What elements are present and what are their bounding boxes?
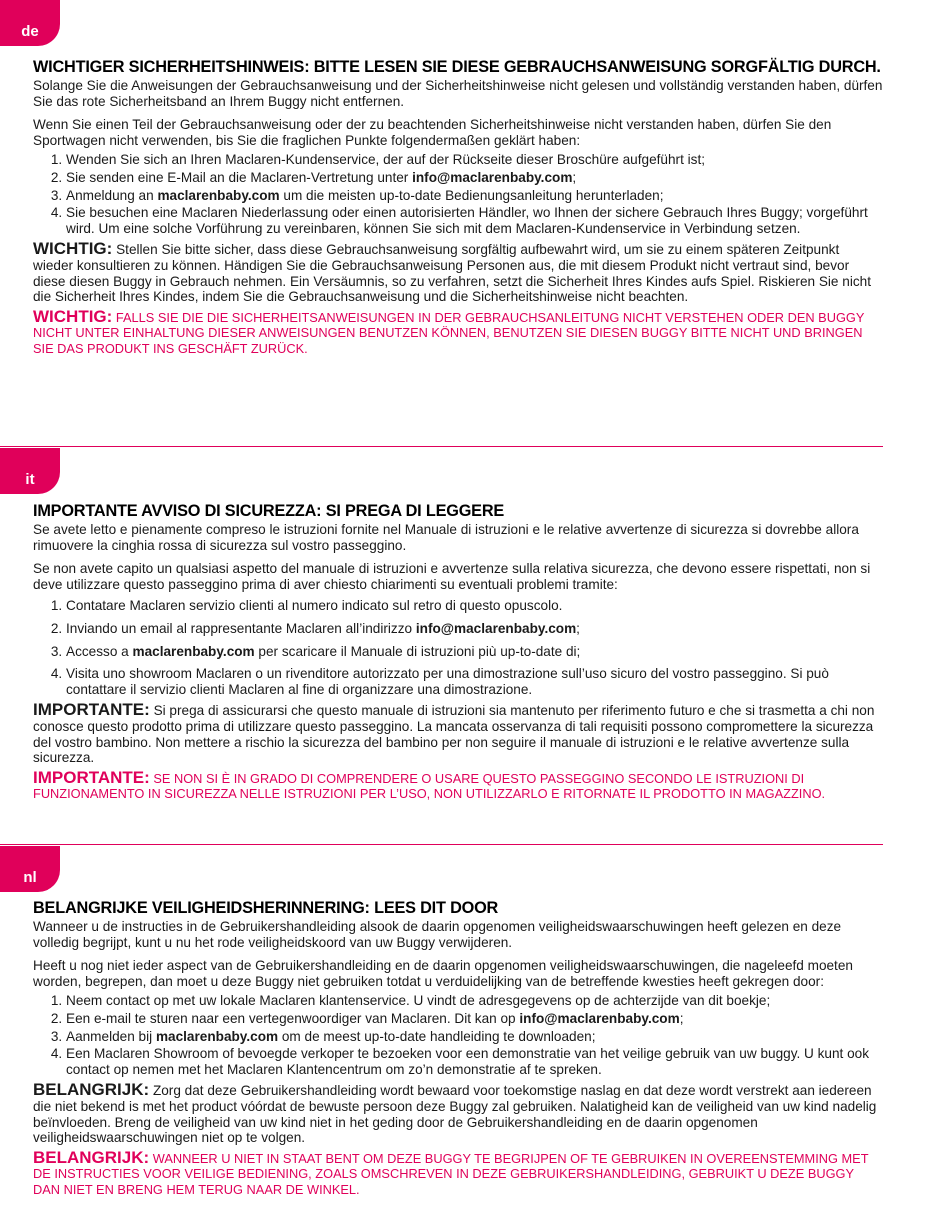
list-item-text: um die meisten up-to-date Bedienungsanleitung herunterladen; <box>279 187 664 203</box>
email-link[interactable]: info@maclarenbaby.com <box>412 169 573 185</box>
intro-paragraph: Solange Sie die Anweisungen der Gebrauchsanweisung und der Sicherheitshinweise nicht gelesen und vollständig verstanden haben, dürfen Sie das rote Sicherheitsband an Ihrem Buggy nicht entfernen. <box>33 78 883 109</box>
warning-text: SE NON SI È IN GRADO DI COMPRENDERE O USARE QUESTO PASSEGGINO SECONDO LE ISTRUZIONI DI FUNZIONAMENTO IN SICUREZZA NELLE ISTRUZIONI PER L’USO, NON UTILIZZARLO E RITORNATE IL PRODOTTO IN MAGAZZINO. <box>33 770 826 802</box>
warning-paragraph <box>33 1147 883 1198</box>
list-item <box>66 152 883 168</box>
important-paragraph <box>33 702 883 765</box>
contact-options-list <box>33 598 883 697</box>
intro-paragraph: Wanneer u de instructies in de Gebruikershandleiding alsook de daarin opgenomen veiligheidswaarschuwingen heeft gelezen en deze volledig begrijpt, kunt u nu het rode veiligheidskoord van uw Buggy verwijderen. <box>33 919 842 950</box>
list-item-text: Contatare Maclaren servizio clienti al numero indicato sul retro di questo opuscolo. <box>66 598 563 614</box>
list-item <box>66 1029 883 1045</box>
website-link[interactable]: maclarenbaby.com <box>132 643 255 659</box>
warning-paragraph <box>33 306 883 357</box>
email-link[interactable]: info@maclarenbaby.com <box>519 1010 680 1026</box>
important-paragraph <box>33 1082 883 1145</box>
list-item <box>66 1011 883 1027</box>
list-item <box>66 1046 883 1077</box>
list-item-text: Sie besuchen eine Maclaren Niederlassung oder einen autorisierten Händler, wo Ihnen der sichere Gebrauch Ihres Buggy; vorgeführt wird. Um eine solche Vorführung zu vereinbaren, können Sie sich mit dem Maclaren-Kundenservice in Verbindung setzen. <box>66 205 868 236</box>
important-label: WICHTIG: <box>33 239 113 259</box>
list-item-text: Neem contact op met uw lokale Maclaren klantenservice. U vindt de adresgegevens op de achterzijde van dit boekje; <box>66 993 771 1009</box>
language-code: it <box>25 470 35 488</box>
language-code: de <box>21 22 39 40</box>
section-heading: IMPORTANTE AVVISO DI SICUREZZA: SI PREGA DI LEGGERE <box>33 502 505 520</box>
intro-paragraph: Se avete letto e pienamente compreso le istruzioni fornite nel Manuale di istruzioni e le relative avvertenze di sicurezza si dovrebbe allora rimuovere la cinghia rossa di sicurezza sul vostro passeggino. <box>33 522 859 553</box>
email-link[interactable]: info@maclarenbaby.com <box>415 620 577 636</box>
list-item-text: Aanmelden bij <box>66 1028 156 1044</box>
list-item <box>66 621 883 637</box>
important-text: Zorg dat deze Gebruikershandleiding wordt bewaard voor toekomstige naslag en dat deze wordt verstrekt aan iedereen die niet bekend is met het product vóórdat de bewuste persoon deze Buggy zal gebruiken. Nalatigheid kan de veiligheid van uw kind nadelig beïnvloeden. Breng de veiligheid van uw kind niet in het geding door de Gebruikershandleiding en de daarin opgenomen veiligheidswaarschuwingen niet op te volgen. <box>33 1083 877 1146</box>
contact-options-list <box>33 993 883 1077</box>
contact-options-list <box>33 152 883 236</box>
warning-text: WANNEER U NIET IN STAAT BENT OM DEZE BUGGY TE BEGRIJPEN OF TE GEBRUIKEN IN OVEREENSTEMMING MET DE INSTRUCTIES VOOR VEILIGE BEDIENING, ZOALS OMSCHREVEN IN DEZE GEBRUIKERSHANDLEIDING, GEBRUIKT U DEZE BUGGY DAN NIET EN BRENG HEM TERUG NAAR DE WINKEL. <box>33 1150 869 1197</box>
list-item-text: Inviando un email al rappresentante Maclaren all’indirizzo <box>66 620 416 636</box>
warning-text: FALLS SIE DIE DIE SICHERHEITSANWEISUNGEN IN DER GEBRAUCHSANLEITUNG NICHT VERSTEHEN ODER DEN BUGGY NICHT UNTER EINHALTUNG DIESER ANWEISUNGEN BENUTZEN KÖNNEN, BENUTZEN SIE DIESEN BUGGY BITTE NICHT UND BRINGEN SIE DAS PRODUKT INS GESCHÄFT ZURÜCK. <box>33 309 865 356</box>
list-item <box>66 170 883 186</box>
section-divider <box>0 844 883 845</box>
list-item-text: ; <box>572 169 577 185</box>
instructions-paragraph: Wenn Sie einen Teil der Gebrauchsanweisung oder der zu beachtenden Sicherheitshinweise nicht verstanden haben, dürfen Sie den Sportwagen nicht verwenden, bis Sie die fraglichen Punkte folgendermaßen geklärt haben: <box>33 117 832 148</box>
website-link[interactable]: maclarenbaby.com <box>157 187 280 203</box>
website-link[interactable]: maclarenbaby.com <box>155 1028 279 1044</box>
section-it <box>33 502 883 802</box>
list-item <box>66 205 883 236</box>
warning-paragraph <box>33 767 883 802</box>
instructions-paragraph: Heeft u nog niet ieder aspect van de Gebruikershandleiding en de daarin opgenomen veiligheidswaarschuwingen, die nageleefd moeten worden, begrepen, dan moet u deze Buggy niet gebruiken totdat u verduidelijking van de betreffende kwesties heeft gekregen door: <box>33 958 853 989</box>
list-item <box>66 188 883 204</box>
warning-label: IMPORTANTE: <box>33 767 150 787</box>
important-paragraph <box>33 241 883 304</box>
list-item-text: Visita uno showroom Maclaren o un rivenditore autorizzato per una dimostrazione sull’uso sicuro del vostro passeggino. Si può contattare il servizio clienti Maclaren al fine di organizzare una dimostrazione. <box>66 666 829 697</box>
language-tab-it <box>0 448 60 494</box>
instructions-paragraph: Se non avete capito un qualsiasi aspetto del manuale di istruzioni e avvertenze sulla relativa sicurezza, che devono essere rispettati, non si deve utilizzare questo passeggino prima di aver chiesto chiarimenti su eventuali problemi tramite: <box>33 561 871 592</box>
list-item-text: Een e-mail te sturen naar een vertegenwoordiger van Maclaren. Dit kan op <box>66 1010 520 1026</box>
list-item-text: ; <box>576 620 580 636</box>
list-item-text: om de meest up-to-date handleiding te downloaden; <box>278 1028 596 1044</box>
warning-label: BELANGRIJK: <box>33 1147 150 1167</box>
important-label: BELANGRIJK: <box>33 1080 150 1100</box>
list-item-text: Een Maclaren Showroom of bevoegde verkoper te bezoeken voor een demonstratie van het veilige gebruik van uw buggy. U kunt ook contact op nemen met het Maclaren Klantencentrum om zo’n demonstratie af te spreken. <box>66 1046 870 1077</box>
list-item-text: Anmeldung an <box>66 187 158 203</box>
section-heading: BELANGRIJKE VEILIGHEIDSHERINNERING: LEES DIT DOOR <box>33 899 499 917</box>
language-tab-nl <box>0 846 60 892</box>
section-de <box>33 58 883 357</box>
list-item-text: Wenden Sie sich an Ihren Maclaren-Kundenservice, der auf der Rückseite dieser Broschüre aufgeführt ist; <box>66 152 705 168</box>
list-item <box>66 598 883 614</box>
list-item <box>66 644 883 660</box>
list-item-text: per scaricare il Manuale di istruzioni più up-to-date di; <box>254 643 581 659</box>
list-item-text: Sie senden eine E-Mail an die Maclaren-Vertretung unter <box>66 169 413 185</box>
important-label: IMPORTANTE: <box>33 700 150 720</box>
section-nl <box>33 899 883 1198</box>
list-item <box>66 993 883 1009</box>
language-tab-de <box>0 0 60 46</box>
important-text: Stellen Sie bitte sicher, dass diese Gebrauchsanweisung sorgfältig aufbewahrt wird, um sie zu einem späteren Zeitpunkt wieder konsultieren zu können. Händigen Sie die Gebrauchsanweisung Personen aus, die mit diesem Produkt nicht vertraut sind, bevor diese diesen Buggy in Gebrauch nehmen. Ein Versäumnis, so zu verfahren, setzt die Sicherheit Ihres Kindes aufs Spiel. Riskieren Sie nicht die Sicherheit Ihres Kindes, indem Sie die Gebrauchsanweisung und die Sicherheitshinweise nicht beachten. <box>33 242 871 305</box>
list-item-text: Accesso a <box>66 643 133 659</box>
list-item-text: ; <box>679 1010 684 1026</box>
language-code: nl <box>23 868 37 886</box>
section-heading: WICHTIGER SICHERHEITSHINWEIS: BITTE LESEN SIE DIESE GEBRAUCHSANWEISUNG SORGFÄLTIG DURCH. <box>33 58 881 76</box>
warning-label: WICHTIG: <box>33 306 113 326</box>
important-text: Si prega di assicurarsi che questo manuale di istruzioni sia mantenuto per riferimento futuro e che si trasmetta a chi non conosce questo prodotto prima di utilizzare questo passeggino. La mancata osservanza di tali requisiti possono compromettere la sicurezza del vostro bambino. Non mettere a rischio la sicurezza del bambino per non seguire il manuale di istruzioni e le relative avvertenze sulla sicurezza. <box>33 703 875 766</box>
section-divider <box>0 446 883 447</box>
list-item <box>66 666 883 697</box>
